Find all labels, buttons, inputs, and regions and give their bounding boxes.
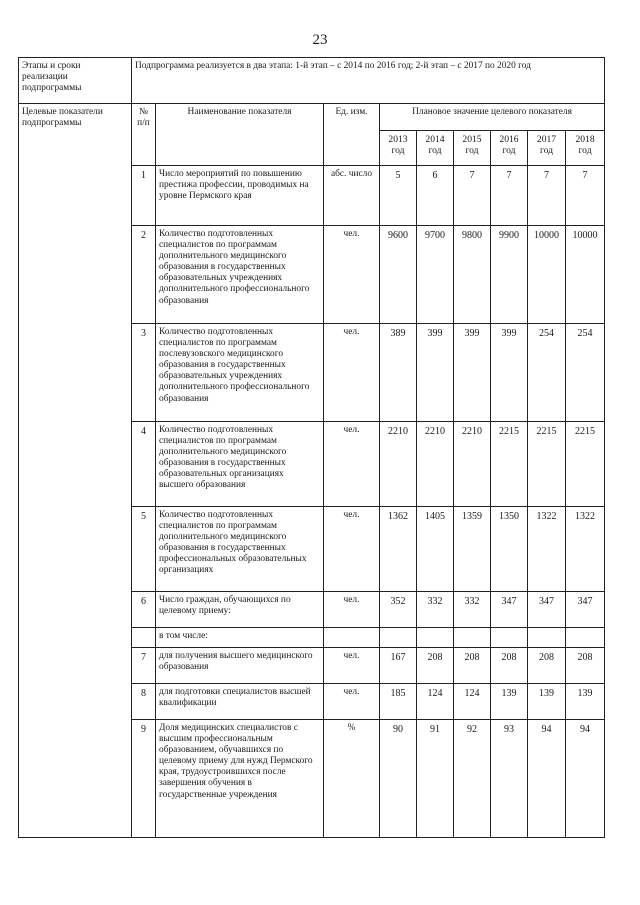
row-unit: % [324,720,380,838]
row-value: 7 [566,166,605,226]
row-value: 139 [491,684,528,720]
year-2018: 2018 год [566,131,605,166]
row-name: Количество подготовленных специалистов по программам дополнительного медицинского образования в государственных образовательных учреждениях дополнительного профессионального образования [156,226,324,324]
row-value: 254 [566,324,605,422]
row-name: Количество подготовленных специалистов по программам дополнительного медицинского образования в государственных профессиональных образовательных организациях [156,507,324,592]
row-number: 6 [132,592,156,628]
row-value: 389 [380,324,417,422]
row-number: 4 [132,422,156,507]
row-unit: абс. число [324,166,380,226]
row-name: Количество подготовленных специалистов по программам послевузовского медицинского образования в государственных образовательных учреждениях дополнительного профессионального образования [156,324,324,422]
row-value: 2210 [417,422,454,507]
row-value: 7 [454,166,491,226]
row-number: 5 [132,507,156,592]
row-value: 91 [417,720,454,838]
row-value: 139 [528,684,566,720]
row-value: 90 [380,720,417,838]
row-value: 139 [566,684,605,720]
row-value: 7 [491,166,528,226]
row-unit: чел. [324,226,380,324]
row-value: 124 [454,684,491,720]
row-value: 185 [380,684,417,720]
row-value: 2215 [491,422,528,507]
row-value: 5 [380,166,417,226]
row-unit: чел. [324,592,380,628]
year-2016: 2016 год [491,131,528,166]
row-number: 1 [132,166,156,226]
row-name: Доля медицинских специалистов с высшим профессиональным образованием, обучавшихся по целевому приему для нужд Пермского края, трудоустроившихся после завершения обучения в государственные учреждения [156,720,324,838]
row-value: 352 [380,592,417,628]
row-value: 9900 [491,226,528,324]
indicators-label: Целевые показатели подпрограммы [19,104,132,226]
year-2014: 2014 год [417,131,454,166]
row-value: 208 [454,648,491,684]
row-unit: чел. [324,422,380,507]
page-number: 23 [312,32,328,48]
row-name: Число мероприятий по повышению престижа профессии, проводимых на уровне Пермского края [156,166,324,226]
row-unit: чел. [324,684,380,720]
header-num: № п/п [132,104,156,166]
row-name: Число граждан, обучающихся по целевому приему: [156,592,324,628]
row-value: 167 [380,648,417,684]
row-value: 9600 [380,226,417,324]
row-value: 347 [566,592,605,628]
row-value: 399 [454,324,491,422]
header-name: Наименование показателя [156,104,324,166]
subprogram-table [18,57,605,838]
row-value: 7 [528,166,566,226]
row-value: 10000 [528,226,566,324]
row-value: 94 [528,720,566,838]
row-number: 9 [132,720,156,838]
row-value: 9800 [454,226,491,324]
row-value: 9700 [417,226,454,324]
row-value: 254 [528,324,566,422]
row-value: 208 [528,648,566,684]
stages-row [19,58,605,104]
row-number: 2 [132,226,156,324]
table-row [19,507,605,592]
table-row [19,720,605,838]
row-value: 1350 [491,507,528,592]
row-unit: чел. [324,507,380,592]
stages-label: Этапы и сроки реализации подпрограммы [19,58,132,104]
row-value: 1359 [454,507,491,592]
row-value: 347 [491,592,528,628]
row-number: 3 [132,324,156,422]
row-value: 93 [491,720,528,838]
row-value: 92 [454,720,491,838]
including-row [19,628,605,648]
year-2017: 2017 год [528,131,566,166]
table-row [19,324,605,422]
row-name: для получения высшего медицинского образования [156,648,324,684]
row-number: 7 [132,648,156,684]
row-value: 2215 [566,422,605,507]
row-value: 399 [491,324,528,422]
row-value: 10000 [566,226,605,324]
row-value: 94 [566,720,605,838]
row-value: 1322 [566,507,605,592]
row-value: 208 [417,648,454,684]
row-number: 8 [132,684,156,720]
table-row [19,422,605,507]
row-name: Количество подготовленных специалистов по программам дополнительного медицинского образования в государственных образовательных организациях высшего образования [156,422,324,507]
stages-text: Подпрограмма реализуется в два этапа: 1-й этап – с 2014 по 2016 год; 2-й этап – с 2017 по 2020 год [132,58,605,104]
row-value: 332 [417,592,454,628]
row-value: 332 [454,592,491,628]
year-2015: 2015 год [454,131,491,166]
header-planned: Плановое значение целевого показателя [380,104,605,131]
row-value: 2210 [454,422,491,507]
row-value: 347 [528,592,566,628]
row-value: 6 [417,166,454,226]
row-value: 1362 [380,507,417,592]
row-value: 2215 [528,422,566,507]
table-row [19,592,605,628]
row-value: 208 [491,648,528,684]
year-2013: 2013 год [380,131,417,166]
row-unit: чел. [324,324,380,422]
table-row [19,684,605,720]
row-value: 1322 [528,507,566,592]
row-value: 399 [417,324,454,422]
table-row [19,226,605,324]
table-row [19,648,605,684]
row-value: 208 [566,648,605,684]
row-value: 2210 [380,422,417,507]
row-name: для подготовки специалистов высшей квалификации [156,684,324,720]
header-unit: Ед. изм. [324,104,380,166]
including-label: в том числе: [156,628,324,648]
header-row [19,104,605,131]
row-unit: чел. [324,648,380,684]
row-value: 1405 [417,507,454,592]
row-value: 124 [417,684,454,720]
